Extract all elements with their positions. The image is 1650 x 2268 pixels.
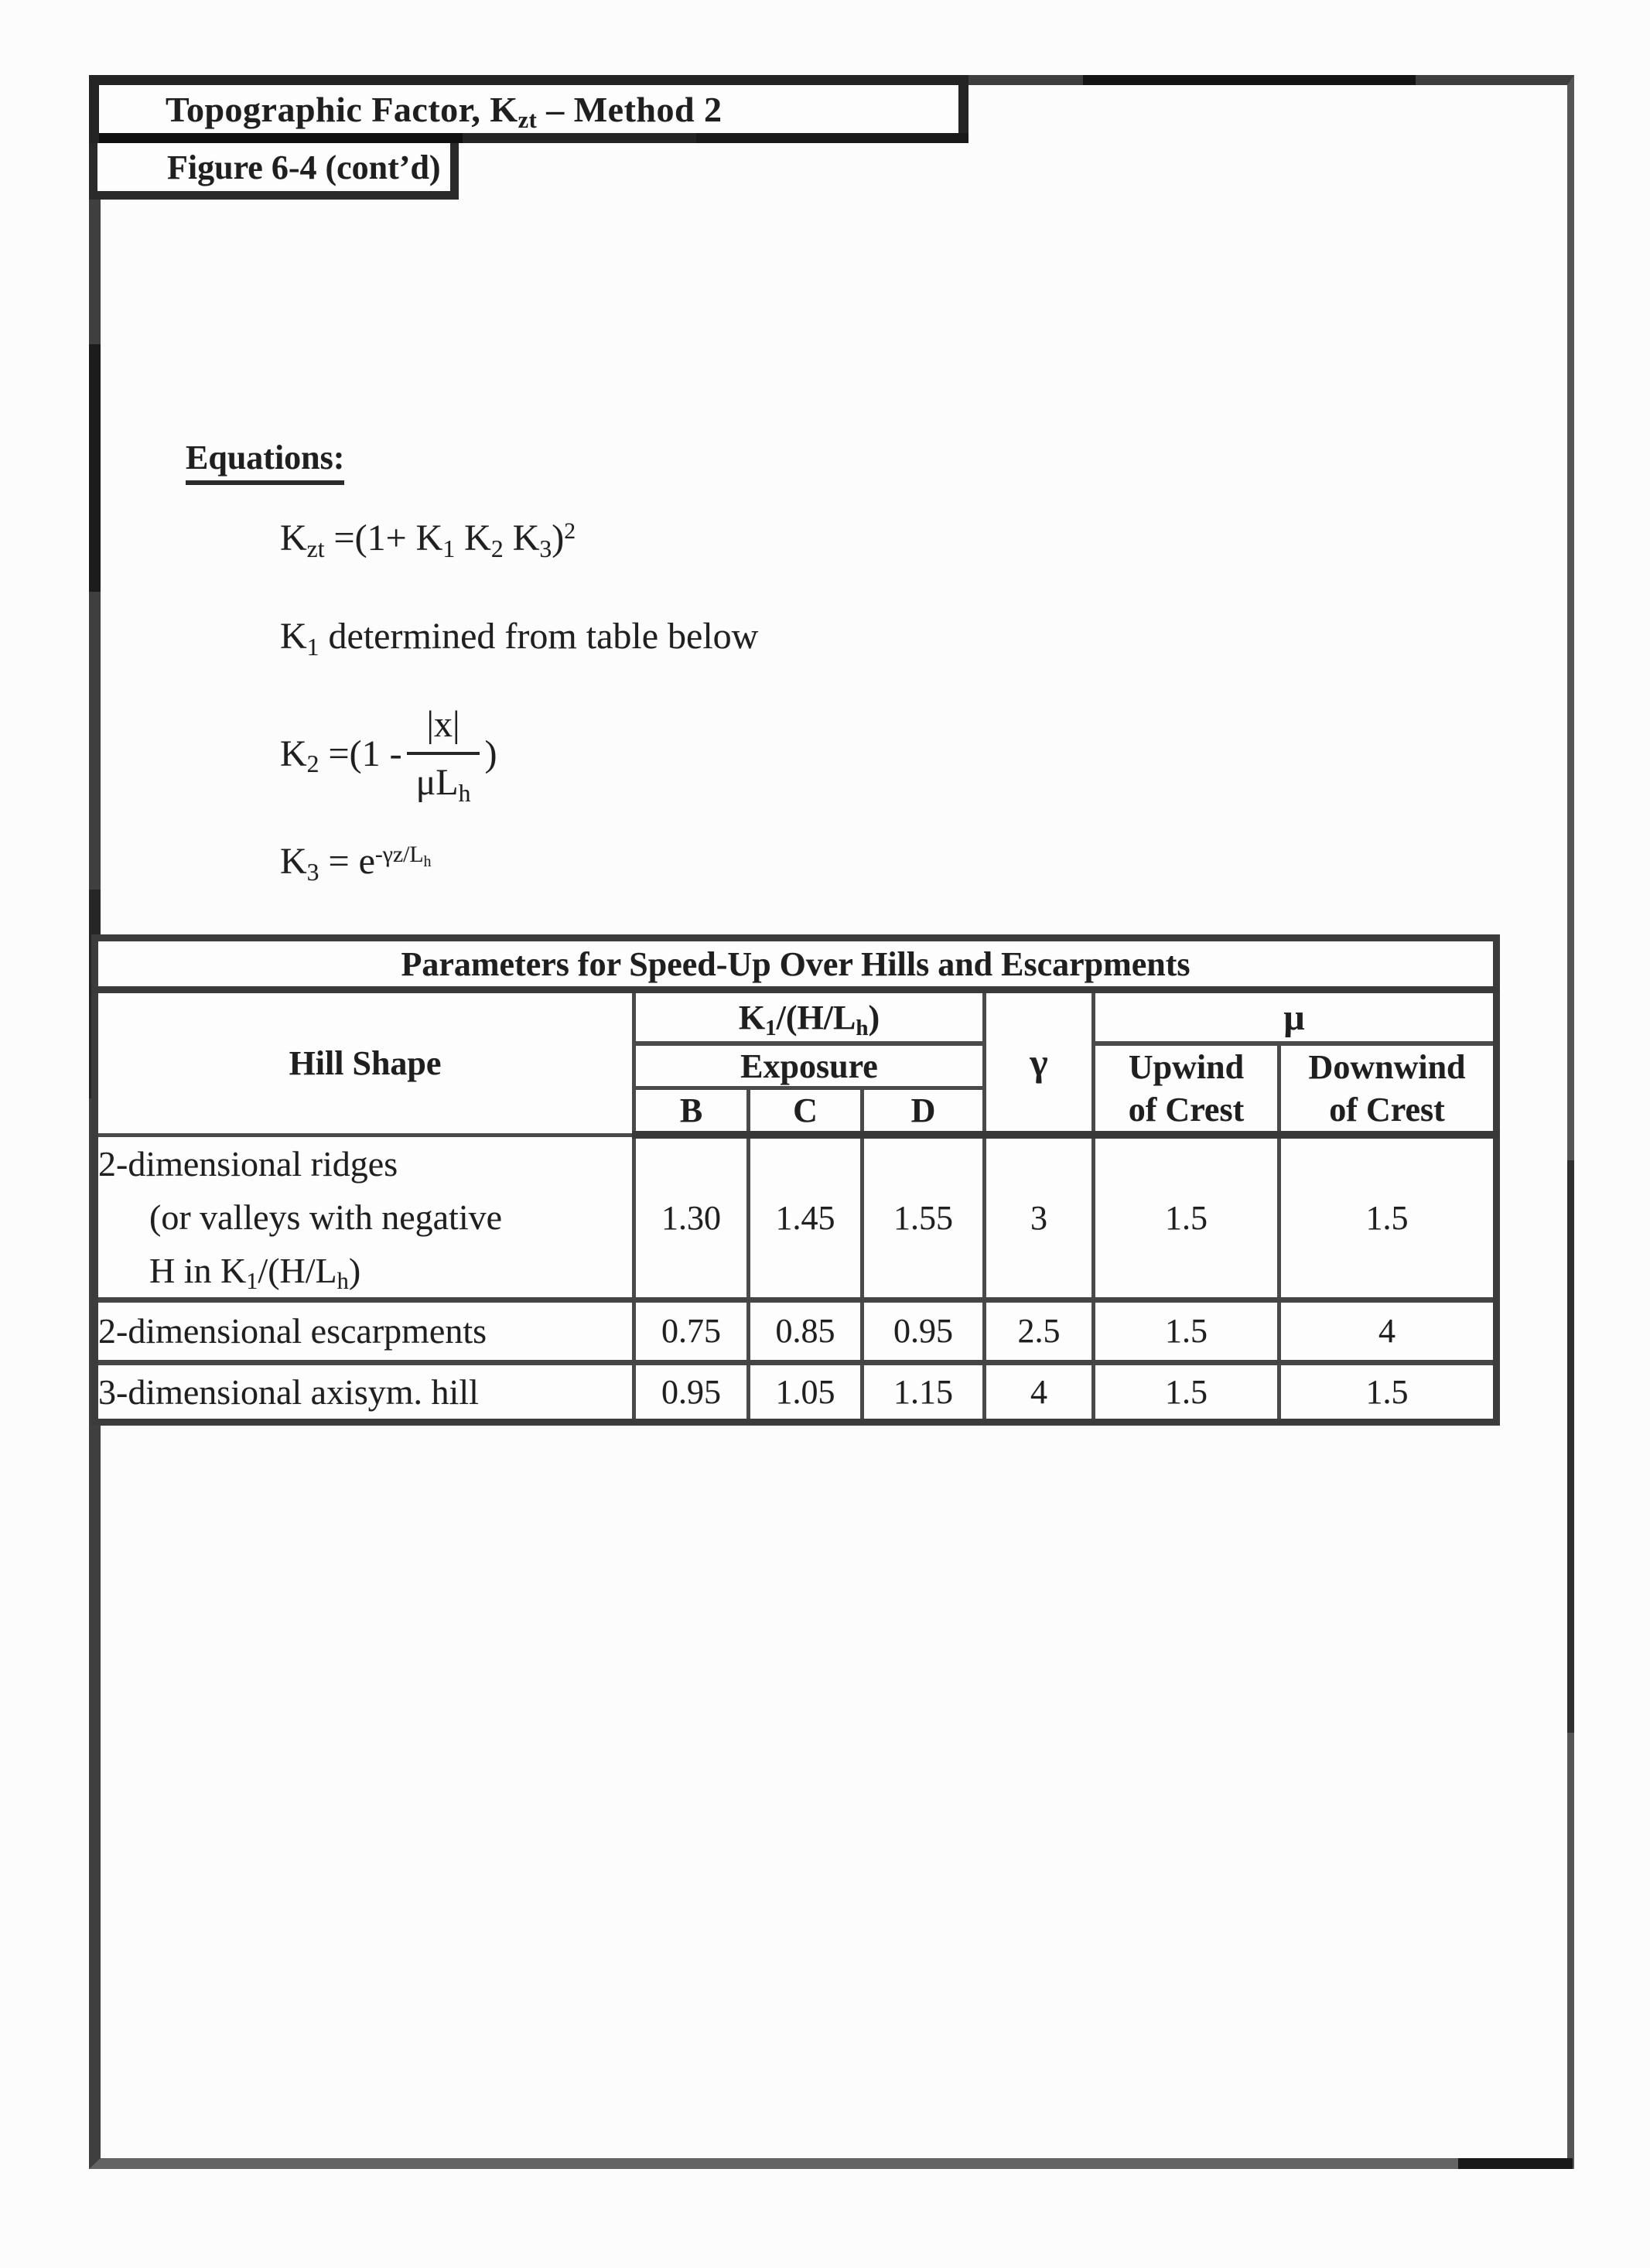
equation-kzt-text: $K_{zt} =(1+ K_1$ $K_2$ $K_3)^2$ [280,517,576,562]
hill-shape-line: 3-dimensional axisym. hill [98,1371,479,1412]
col-header-exposure-d: D [863,1088,985,1135]
value-exposure-b: 0.95 [634,1362,749,1422]
page-title: Topographic Factor, $K_{zt}$ – Method 2 [166,89,723,133]
col-header-upwind-of-crest [1094,1043,1279,1135]
value-exposure-d: 0.95 [863,1300,985,1362]
equation-k3 [280,840,432,886]
downwind-label-line1: Downwind [1308,1048,1466,1086]
value-gamma: 4 [985,1362,1094,1422]
equation-k2-pre: $K_2 =(1$ - [280,733,402,778]
table-title-row [95,938,1497,990]
equation-kzt [280,517,576,562]
scan-artifact-titlebar-2 [696,133,968,143]
col-header-exposure-c: C [749,1088,863,1135]
value-upwind: 1.5 [1094,1300,1279,1362]
hill-shape-line: 2-dimensional escarpments [98,1311,487,1351]
col-header-k1-ratio: $K_1/(H/L_h)$ [634,990,985,1044]
value-exposure-b: 0.75 [634,1300,749,1362]
figure-label: Figure 6-4 (cont’d) [167,148,441,186]
equations-heading: Equations: [186,438,344,485]
hill-shape-line: (or valleys with negative [149,1197,503,1237]
parameters-table [91,934,1500,1426]
equation-k2-fraction [407,703,480,807]
scan-artifact-top-2 [1083,75,1416,85]
table-row-ridges [95,1135,1497,1300]
col-header-mu: μ [1094,990,1497,1044]
col-header-gamma: γ [985,990,1094,1136]
equation-k2-denominator: $\mu L_h$ [407,752,480,804]
scan-artifact-titlebar-1 [99,133,463,143]
col-header-exposure-b: B [634,1088,749,1135]
table-title: Parameters for Speed-Up Over Hills and Escarpments [95,938,1497,990]
hill-shape-line: H in $K_1/(H/L_h)$ [149,1250,361,1294]
equation-k2 [280,687,497,820]
value-upwind: 1.5 [1094,1135,1279,1300]
equation-k1-note [280,615,759,661]
scan-artifact-right-1 [1567,1160,1574,1733]
col-header-hill-shape: Hill Shape [95,990,634,1136]
equation-k3-text: $K_3 = e^{-\gamma z/L_h}$ [280,841,432,886]
value-gamma: 3 [985,1135,1094,1300]
value-exposure-c: 1.45 [749,1135,863,1300]
equation-k2-numerator: |x| [426,704,460,745]
col-header-exposure: Exposure [634,1043,985,1088]
scan-artifact-bottom-1 [1458,2158,1573,2169]
value-exposure-c: 1.05 [749,1362,863,1422]
value-exposure-c: 0.85 [749,1300,863,1362]
value-downwind: 1.5 [1279,1362,1497,1422]
hill-shape-cell [95,1135,634,1300]
upwind-label-line2: of Crest [1128,1091,1245,1129]
figure-label-bar [89,143,459,200]
value-downwind: 1.5 [1279,1135,1497,1300]
scan-artifact-left-1 [89,344,101,592]
value-exposure-d: 1.15 [863,1362,985,1422]
table-row-escarpments [95,1300,1497,1362]
header-row-1 [95,990,1497,1044]
equation-k1-text: $K_1$ determined from table below [280,616,759,661]
hill-shape-cell [95,1362,634,1422]
value-downwind: 4 [1279,1300,1497,1362]
value-gamma: 2.5 [985,1300,1094,1362]
value-exposure-d: 1.55 [863,1135,985,1300]
downwind-label-line2: of Crest [1329,1091,1445,1129]
value-exposure-b: 1.30 [634,1135,749,1300]
equation-k2-post: ) [484,733,497,774]
hill-shape-line: 2-dimensional ridges [98,1143,398,1184]
table-row-axisym-hill [95,1362,1497,1422]
value-upwind: 1.5 [1094,1362,1279,1422]
upwind-label-line1: Upwind [1128,1048,1245,1086]
hill-shape-cell [95,1300,634,1362]
col-header-downwind-of-crest [1279,1043,1497,1135]
